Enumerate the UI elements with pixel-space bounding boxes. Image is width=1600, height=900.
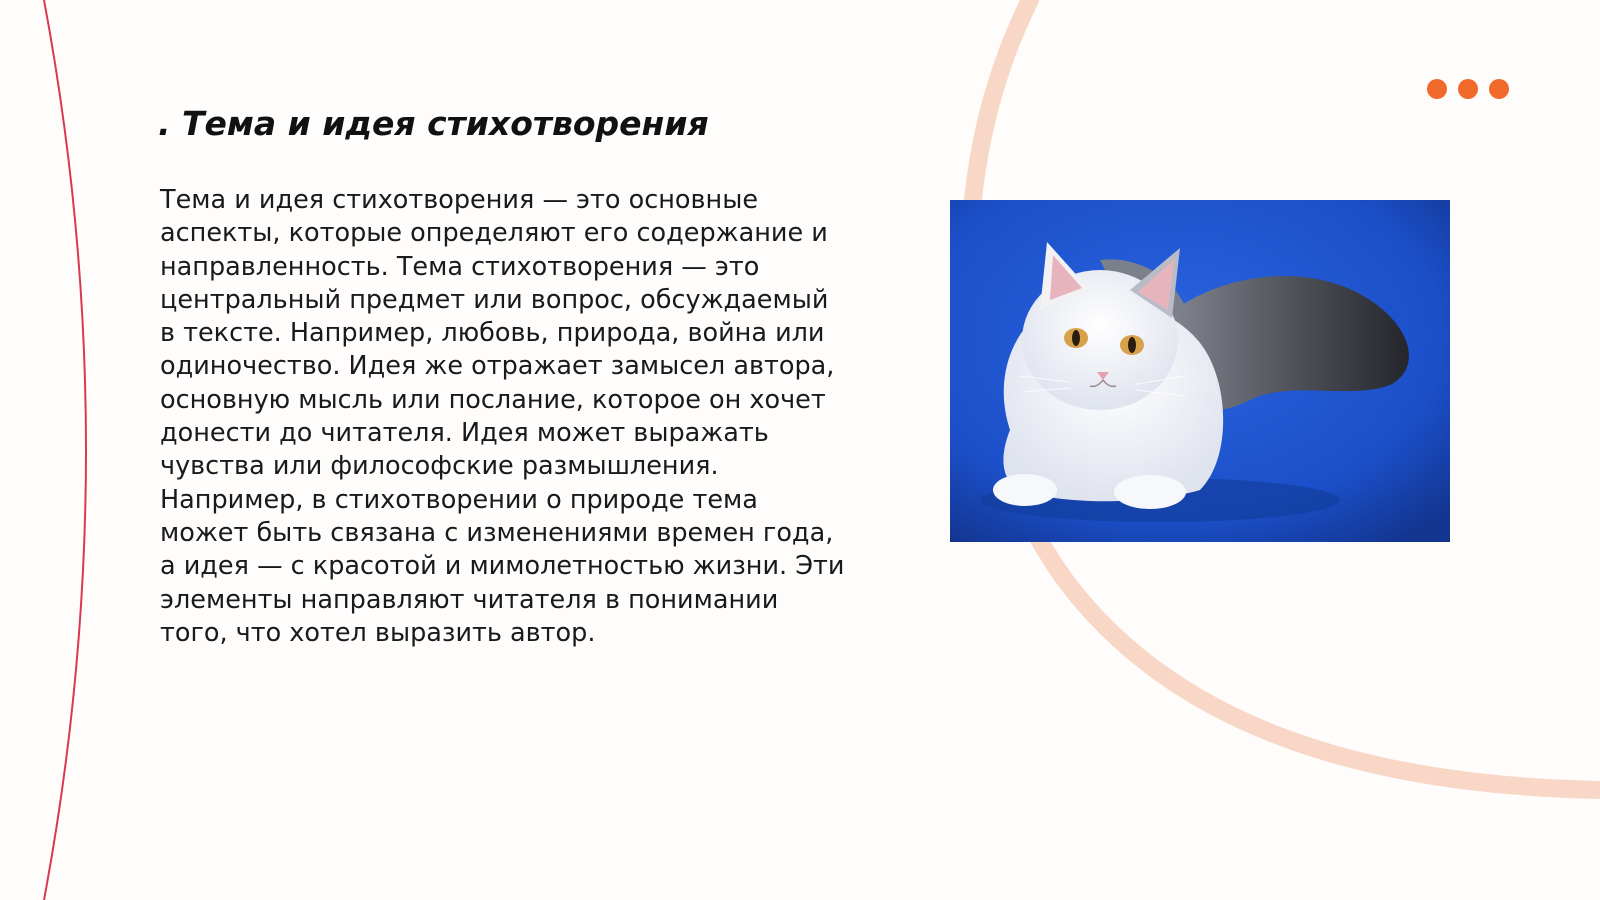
slide-body-text: Тема и идея стихотворения — это основные аспекты, которые определяют его содержание и направленность. Тема стихотворения — это центральный предмет или вопрос, обсуждаемый в тексте. Например, любовь, природа, война или одиночество. Идея же отражает замысел автора, основную мысль или послание, которое он хочет донести до читателя. Идея может выражать чувства или философские размышления. Например, в стихотворении о природе тема может быть связана с изменениями времен года, а идея — с красотой и мимолетностью жизни. Эти элементы направляют читателя в понимании того, что хотел выразить автор.	[160, 185, 845, 648]
accent-dot	[1489, 79, 1509, 99]
accent-dot	[1458, 79, 1478, 99]
accent-dots	[1427, 79, 1509, 99]
cat-photo	[950, 200, 1450, 542]
slide-title: . Тема и идея стихотворения	[158, 104, 709, 143]
accent-dot	[1427, 79, 1447, 99]
left-red-curve	[44, 0, 86, 900]
